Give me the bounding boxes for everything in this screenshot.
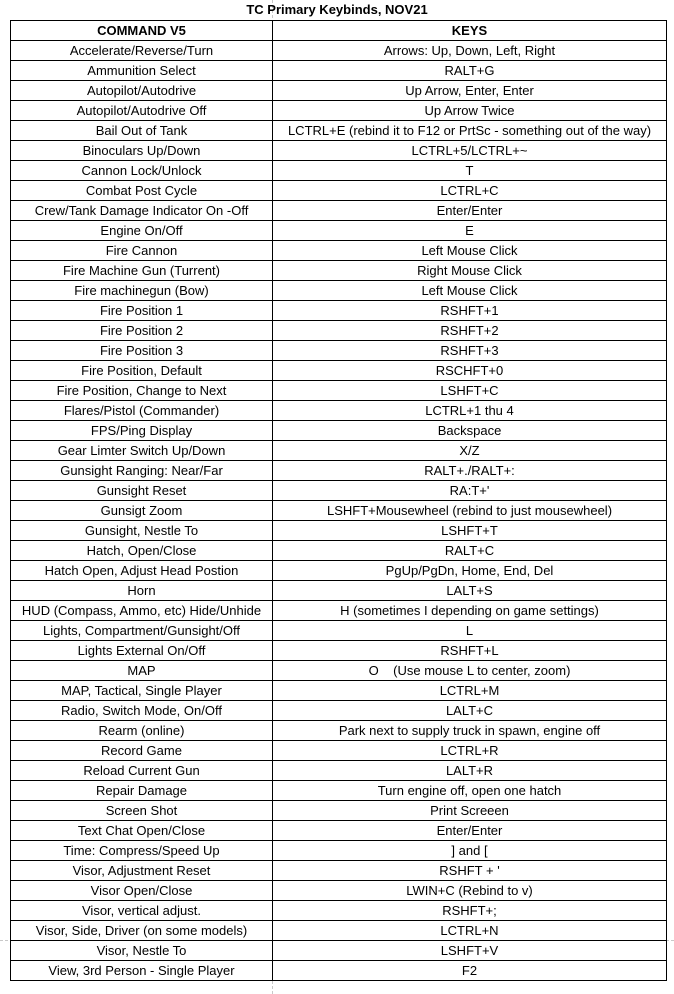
keys-cell[interactable]: LALT+C	[273, 701, 667, 721]
keybind-rows	[11, 41, 667, 981]
command-cell[interactable]: FPS/Ping Display	[11, 421, 273, 441]
table-row	[11, 341, 667, 361]
table-row	[11, 321, 667, 341]
command-cell[interactable]: Radio, Switch Mode, On/Off	[11, 701, 273, 721]
keys-cell[interactable]: Left Mouse Click	[273, 281, 667, 301]
table-row	[11, 561, 667, 581]
table-row	[11, 261, 667, 281]
command-cell[interactable]: HUD (Compass, Ammo, etc) Hide/Unhide	[11, 601, 273, 621]
command-cell[interactable]: Gear Limter Switch Up/Down	[11, 441, 273, 461]
command-cell[interactable]: Visor, Nestle To	[11, 941, 273, 961]
table-row	[11, 521, 667, 541]
command-cell[interactable]: Fire Position, Change to Next	[11, 381, 273, 401]
keys-cell[interactable]: LSHFT+C	[273, 381, 667, 401]
command-cell[interactable]: Visor Open/Close	[11, 881, 273, 901]
keys-cell[interactable]: Arrows: Up, Down, Left, Right	[273, 41, 667, 61]
command-cell[interactable]: Visor, Adjustment Reset	[11, 861, 273, 881]
command-cell[interactable]: Screen Shot	[11, 801, 273, 821]
keys-cell[interactable]: RSCHFT+0	[273, 361, 667, 381]
table-row	[11, 841, 667, 861]
command-cell[interactable]: Combat Post Cycle	[11, 181, 273, 201]
keys-cell[interactable]: RALT+C	[273, 541, 667, 561]
keys-cell[interactable]: LSHFT+V	[273, 941, 667, 961]
command-cell[interactable]: Crew/Tank Damage Indicator On -Off	[11, 201, 273, 221]
table-row	[11, 581, 667, 601]
table-row	[11, 461, 667, 481]
table-row	[11, 701, 667, 721]
keys-cell[interactable]: LWIN+C (Rebind to v)	[273, 881, 667, 901]
keys-cell[interactable]: LALT+S	[273, 581, 667, 601]
command-cell[interactable]: Text Chat Open/Close	[11, 821, 273, 841]
keys-cell[interactable]: RSHFT+3	[273, 341, 667, 361]
keys-cell[interactable]: Left Mouse Click	[273, 241, 667, 261]
table-row	[11, 221, 667, 241]
keys-cell[interactable]: Park next to supply truck in spawn, engine off	[273, 721, 667, 741]
table-row	[11, 421, 667, 441]
table-row	[11, 901, 667, 921]
sheet-title: TC Primary Keybinds, NOV21	[246, 2, 428, 17]
command-cell[interactable]: Fire Position 2	[11, 321, 273, 341]
command-cell[interactable]: Gunsight Ranging: Near/Far	[11, 461, 273, 481]
table-row	[11, 721, 667, 741]
table-row	[11, 161, 667, 181]
table-row	[11, 281, 667, 301]
command-cell[interactable]: Gunsigt Zoom	[11, 501, 273, 521]
command-cell[interactable]: Autopilot/Autodrive	[11, 81, 273, 101]
table-row	[11, 381, 667, 401]
keys-cell[interactable]: RSHFT+2	[273, 321, 667, 341]
header-row	[11, 21, 667, 41]
table-row	[11, 201, 667, 221]
keys-cell[interactable]: Backspace	[273, 421, 667, 441]
table-row	[11, 761, 667, 781]
keys-cell[interactable]: LSHFT+T	[273, 521, 667, 541]
command-cell[interactable]: Visor, vertical adjust.	[11, 901, 273, 921]
table-row	[11, 441, 667, 461]
keys-cell[interactable]: Turn engine off, open one hatch	[273, 781, 667, 801]
command-cell[interactable]: Hatch, Open/Close	[11, 541, 273, 561]
keys-cell[interactable]: Up Arrow Twice	[273, 101, 667, 121]
command-cell[interactable]: Gunsight, Nestle To	[11, 521, 273, 541]
command-cell[interactable]: Record Game	[11, 741, 273, 761]
keys-cell[interactable]: T	[273, 161, 667, 181]
keys-cell[interactable]: LCTRL+E (rebind it to F12 or PrtSc - something out of the way)	[273, 121, 667, 141]
command-cell[interactable]: Fire Cannon	[11, 241, 273, 261]
keys-cell[interactable]: E	[273, 221, 667, 241]
keys-cell[interactable]: Up Arrow, Enter, Enter	[273, 81, 667, 101]
command-cell[interactable]: Time: Compress/Speed Up	[11, 841, 273, 861]
keys-cell[interactable]: ] and [	[273, 841, 667, 861]
command-cell[interactable]: Rearm (online)	[11, 721, 273, 741]
table-row	[11, 801, 667, 821]
table-row	[11, 61, 667, 81]
keys-cell[interactable]: LCTRL+C	[273, 181, 667, 201]
table-row	[11, 661, 667, 681]
table-row	[11, 121, 667, 141]
keys-cell[interactable]: LCTRL+5/LCTRL+~	[273, 141, 667, 161]
keys-cell[interactable]: LCTRL+R	[273, 741, 667, 761]
keys-cell[interactable]: RSHFT + '	[273, 861, 667, 881]
command-cell[interactable]: Horn	[11, 581, 273, 601]
keys-cell[interactable]: RALT+./RALT+:	[273, 461, 667, 481]
table-row	[11, 861, 667, 881]
command-cell[interactable]: Fire Machine Gun (Turrent)	[11, 261, 273, 281]
command-cell[interactable]: Fire Position, Default	[11, 361, 273, 381]
table-row	[11, 301, 667, 321]
command-cell[interactable]: Gunsight Reset	[11, 481, 273, 501]
command-cell[interactable]: Engine On/Off	[11, 221, 273, 241]
command-column-header[interactable]: COMMAND V5	[11, 21, 273, 41]
command-cell[interactable]: Reload Current Gun	[11, 761, 273, 781]
command-cell[interactable]: Ammunition Select	[11, 61, 273, 81]
table-row	[11, 641, 667, 661]
command-cell[interactable]: Fire Position 3	[11, 341, 273, 361]
command-cell[interactable]: Fire Position 1	[11, 301, 273, 321]
keys-cell[interactable]: X/Z	[273, 441, 667, 461]
keys-column-header[interactable]: KEYS	[273, 21, 667, 41]
command-cell[interactable]: MAP	[11, 661, 273, 681]
keys-cell[interactable]: Right Mouse Click	[273, 261, 667, 281]
table-row	[11, 921, 667, 941]
table-row	[11, 601, 667, 621]
table-row	[11, 241, 667, 261]
command-cell[interactable]: Bail Out of Tank	[11, 121, 273, 141]
table-row	[11, 361, 667, 381]
keys-cell[interactable]: F2	[273, 961, 667, 981]
table-row	[11, 881, 667, 901]
keys-cell[interactable]: Enter/Enter	[273, 821, 667, 841]
command-cell[interactable]: Autopilot/Autodrive Off	[11, 101, 273, 121]
command-cell[interactable]: Fire machinegun (Bow)	[11, 281, 273, 301]
table-row	[11, 741, 667, 761]
keys-cell[interactable]: Enter/Enter	[273, 201, 667, 221]
keys-cell[interactable]: RSHFT+1	[273, 301, 667, 321]
command-cell[interactable]: Lights, Compartment/Gunsight/Off	[11, 621, 273, 641]
keys-cell[interactable]: Print Screeen	[273, 801, 667, 821]
keys-cell[interactable]: RA:T+'	[273, 481, 667, 501]
table-row	[11, 621, 667, 641]
table-row	[11, 41, 667, 61]
table-row	[11, 961, 667, 981]
command-cell[interactable]: Flares/Pistol (Commander)	[11, 401, 273, 421]
command-cell[interactable]: Lights External On/Off	[11, 641, 273, 661]
command-cell[interactable]: Cannon Lock/Unlock	[11, 161, 273, 181]
command-cell[interactable]: Accelerate/Reverse/Turn	[11, 41, 273, 61]
table-row	[11, 401, 667, 421]
table-row	[11, 141, 667, 161]
keys-cell[interactable]: RSHFT+;	[273, 901, 667, 921]
table-row	[11, 481, 667, 501]
keys-cell[interactable]: LCTRL+N	[273, 921, 667, 941]
table-row	[11, 821, 667, 841]
table-row	[11, 541, 667, 561]
command-cell[interactable]: Binoculars Up/Down	[11, 141, 273, 161]
keys-cell[interactable]: L	[273, 621, 667, 641]
command-cell[interactable]: MAP, Tactical, Single Player	[11, 681, 273, 701]
keys-cell[interactable]: H (sometimes I depending on game settings)	[273, 601, 667, 621]
table-row	[11, 681, 667, 701]
table-row	[11, 101, 667, 121]
keys-cell[interactable]: LCTRL+1 thu 4	[273, 401, 667, 421]
table-row	[11, 81, 667, 101]
command-cell[interactable]: View, 3rd Person - Single Player	[11, 961, 273, 981]
keys-cell[interactable]: O (Use mouse L to center, zoom)	[273, 661, 667, 681]
keybind-table	[10, 20, 667, 981]
keys-cell[interactable]: PgUp/PgDn, Home, End, Del	[273, 561, 667, 581]
table-row	[11, 501, 667, 521]
command-cell[interactable]: Repair Damage	[11, 781, 273, 801]
table-row	[11, 941, 667, 961]
keys-cell[interactable]: LALT+R	[273, 761, 667, 781]
keys-cell[interactable]: LCTRL+M	[273, 681, 667, 701]
command-cell[interactable]: Hatch Open, Adjust Head Postion	[11, 561, 273, 581]
table-row	[11, 781, 667, 801]
keys-cell[interactable]: LSHFT+Mousewheel (rebind to just mousewheel)	[273, 501, 667, 521]
keys-cell[interactable]: RALT+G	[273, 61, 667, 81]
table-row	[11, 181, 667, 201]
command-cell[interactable]: Visor, Side, Driver (on some models)	[11, 921, 273, 941]
keys-cell[interactable]: RSHFT+L	[273, 641, 667, 661]
